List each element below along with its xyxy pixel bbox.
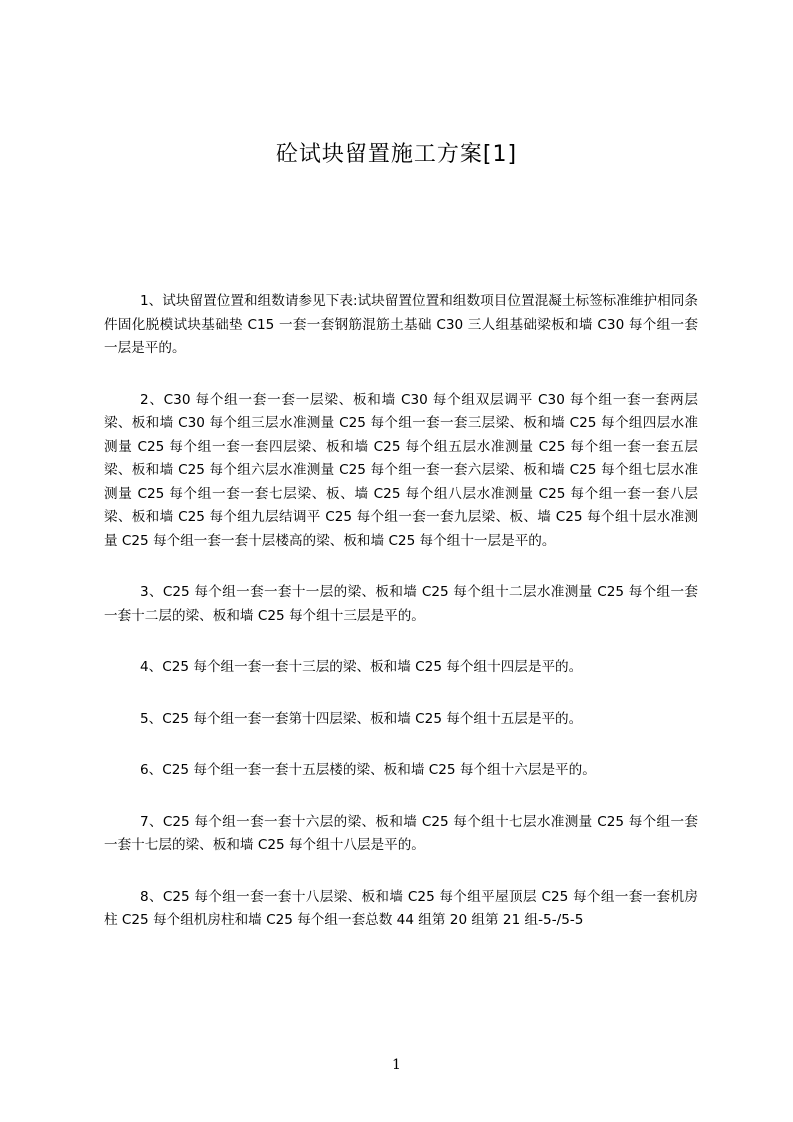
page-number: 1 xyxy=(392,1057,401,1073)
paragraph-5: 5、C25 每个组一套一套第十四层梁、板和墙 C25 每个组十五层是平的。 xyxy=(140,710,583,727)
paragraph-3: 3、C25 每个组一套一套十一层的梁、板和墙 C25 每个组十二层水准测量 C25 每个组一套一套十二层的梁、板和墙 C25 每个组十三层是平的。 xyxy=(104,584,698,624)
paragraph-2: 2、C30 每个组一套一套一层梁、板和墙 C30 每个组双层调平 C30 每个组一套一套两层梁、板和墙 C30 每个组三层水准测量 C25 每个组一套一套三层梁、板和墙 C25 每个组四层水准测量 C25 每个组一套一套四层梁、板和墙 C25 每个组五层水准测量 C25 每个组一套一套五层梁、板和墙 C25 每个组六层水准测量 C25 每个组一套一套六层梁、板和墙 C25 每个组七层水准测量 C25 每个组一套一套七层梁、板、墙 C25 每个组八层水准测量 C25 每个组一套一套八层梁、板和墙 C25 每个组九层结调平 C25 每个组一套一套九层梁、板、墙 C25 每个组十层水准测量 C25 每个组一套一套十层楼高的梁、板和墙 C25 每个组十一层是平的。 xyxy=(104,391,698,549)
paragraph-6: 6、C25 每个组一套一套十五层楼的梁、板和墙 C25 每个组十六层是平的。 xyxy=(140,762,596,778)
document-body xyxy=(104,290,698,961)
paragraph-1: 1、试块留置位置和组数请参见下表:试块留置位置和组数项目位置混凝土标签标准维护相同条件固化脱模试块基础垫 C15 一套一套钢筋混筋土基础 C30 三人组基础梁板和墙 C30 每个组一套一层是平的。 xyxy=(104,293,698,356)
paragraph-4: 4、C25 每个组一套一套十三层的梁、板和墙 C25 每个组十四层是平的。 xyxy=(140,659,583,675)
page-title: 砼试块留置施工方案[1] xyxy=(275,142,518,167)
paragraph-8: 8、C25 每个组一套一套十八层梁、板和墙 C25 每个组平屋顶层 C25 每个组一套一套机房柱 C25 每个组机房柱和墙 C25 每个组一套总数 44 组第 20 组第 21 组-5-/5-5 xyxy=(104,888,698,928)
paragraph-7: 7、C25 每个组一套一套十六层的梁、板和墙 C25 每个组十七层水准测量 C25 每个组一套一套十七层的梁、板和墙 C25 每个组十八层是平的。 xyxy=(104,813,698,853)
